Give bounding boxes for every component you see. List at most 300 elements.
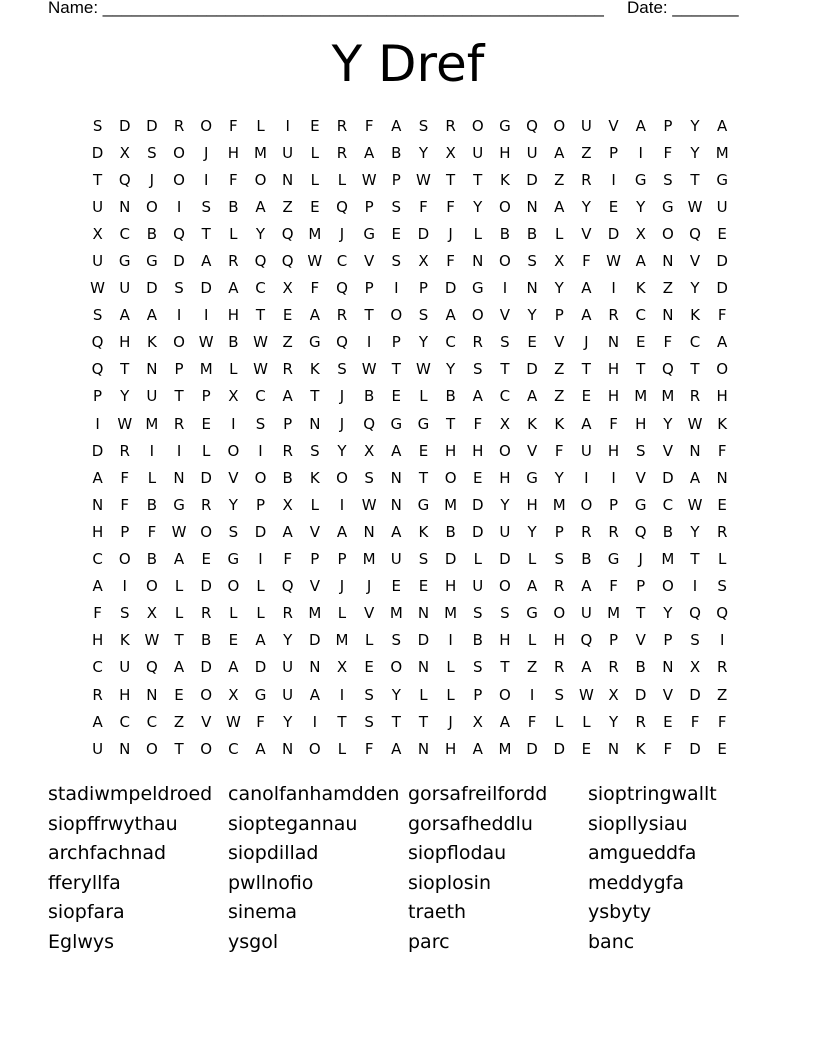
grid-letter: B	[445, 522, 456, 541]
grid-letter: J	[584, 333, 589, 352]
grid-letter: E	[418, 577, 429, 596]
grid-letter: P	[283, 414, 293, 433]
grid-letter: R	[336, 306, 348, 325]
grid-letter: R	[92, 685, 103, 704]
grid-letter: L	[174, 604, 184, 623]
grid-letter: A	[255, 197, 266, 216]
grid-letter: B	[201, 631, 212, 650]
grid-letter: P	[609, 143, 619, 162]
grid-letter: Y	[690, 522, 700, 541]
grid-letter: X	[554, 252, 565, 271]
grid-letter: D	[526, 739, 538, 758]
grid-letter: E	[717, 495, 727, 514]
grid-letter: A	[201, 252, 212, 271]
grid-letter: R	[445, 116, 456, 135]
grid-letter: O	[580, 495, 593, 514]
grid-letter: P	[609, 495, 619, 514]
grid-letter: F	[554, 441, 564, 460]
grid-letter: C	[92, 658, 103, 677]
grid-letter: O	[254, 170, 267, 189]
grid-letter: W	[253, 360, 268, 379]
grid-letter: C	[255, 279, 266, 298]
grid-letter: H	[119, 333, 131, 352]
grid-letter: F	[717, 441, 727, 460]
grid-letter: E	[310, 116, 320, 135]
grid-letter: Z	[717, 685, 728, 704]
grid-letter: A	[472, 739, 483, 758]
grid-letter: Q	[580, 631, 593, 650]
grid-row	[84, 383, 736, 410]
grid-letter: A	[336, 522, 348, 541]
grid-letter: I	[176, 441, 182, 460]
grid-letter: Z	[282, 333, 293, 352]
grid-letter: D	[173, 252, 185, 271]
grid-letter: H	[499, 468, 511, 487]
grid-letter: P	[310, 550, 320, 569]
grid-letter: P	[391, 333, 401, 352]
grid-letter: X	[119, 143, 130, 162]
grid-letter: O	[390, 306, 403, 325]
grid-letter: W	[578, 685, 594, 704]
grid-letter: A	[581, 658, 592, 677]
grid-letter: T	[500, 658, 510, 677]
grid-row	[84, 139, 736, 166]
grid-letter: S	[554, 685, 564, 704]
grid-letter: X	[228, 685, 239, 704]
grid-letter: G	[634, 170, 647, 189]
grid-letter: F	[229, 170, 238, 189]
grid-letter: O	[227, 441, 240, 460]
grid-letter: G	[390, 414, 403, 433]
grid-letter: O	[173, 333, 185, 352]
grid-letter: F	[120, 495, 130, 514]
grid-letter: C	[336, 252, 348, 271]
grid-letter: O	[471, 306, 484, 325]
grid-letter: K	[717, 414, 728, 433]
grid-letter: P	[418, 279, 428, 298]
grid-letter: R	[119, 441, 130, 460]
grid-letter: D	[200, 658, 212, 677]
grid-letter: F	[690, 712, 700, 731]
grid-letter: I	[611, 170, 616, 189]
grid-letter: Y	[255, 224, 266, 243]
grid-letter: W	[361, 170, 377, 189]
word-list-item: siopfara	[48, 901, 125, 924]
grid-letter: E	[473, 468, 483, 487]
grid-letter: Y	[554, 468, 564, 487]
grid-letter: X	[472, 712, 483, 731]
grid-letter: T	[690, 550, 700, 569]
grid-letter: Q	[716, 604, 729, 623]
grid-letter: R	[716, 658, 728, 677]
grid-letter: Q	[689, 224, 701, 243]
grid-letter: D	[499, 550, 511, 569]
grid-letter: J	[448, 712, 453, 731]
grid-letter: N	[146, 360, 158, 379]
grid-letter: L	[337, 170, 347, 189]
grid-letter: A	[689, 468, 701, 487]
grid-letter: I	[258, 441, 263, 460]
grid-letter: O	[118, 550, 131, 569]
grid-letter: R	[716, 522, 728, 541]
grid-letter: X	[282, 279, 293, 298]
grid-letter: G	[417, 414, 430, 433]
grid-row	[84, 437, 736, 464]
grid-letter: L	[473, 224, 482, 243]
grid-letter: N	[472, 252, 484, 271]
grid-letter: U	[119, 658, 131, 677]
grid-letter: V	[554, 333, 565, 352]
grid-letter: X	[146, 604, 158, 623]
grid-letter: D	[309, 631, 321, 650]
grid-letter: D	[471, 495, 484, 514]
grid-letter: T	[636, 360, 646, 379]
grid-letter: X	[608, 685, 619, 704]
grid-letter: S	[418, 306, 429, 325]
grid-letter: H	[472, 441, 484, 460]
grid-letter: T	[92, 170, 103, 189]
grid-letter: T	[690, 360, 700, 379]
grid-letter: A	[581, 577, 592, 596]
grid-letter: I	[285, 116, 290, 135]
grid-letter: E	[391, 387, 402, 406]
grid-letter: F	[717, 712, 727, 731]
grid-row	[84, 600, 736, 627]
grid-letter: Z	[173, 712, 185, 731]
grid-letter: R	[554, 658, 565, 677]
grid-letter: O	[308, 739, 321, 758]
grid-letter: Z	[554, 170, 565, 189]
grid-letter: R	[635, 712, 646, 731]
grid-letter: L	[337, 739, 347, 758]
word-list-item: sioptegannau	[228, 812, 358, 835]
grid-letter: I	[638, 143, 643, 162]
word-list-item: banc	[588, 930, 635, 953]
grid-letter: W	[198, 333, 214, 352]
grid-letter: P	[554, 306, 564, 325]
grid-letter: G	[173, 495, 185, 514]
grid-letter: P	[174, 360, 184, 379]
grid-letter: O	[499, 577, 511, 596]
grid-row	[84, 302, 736, 329]
grid-row	[84, 112, 736, 139]
grid-letter: R	[336, 116, 348, 135]
grid-letter: Z	[581, 143, 592, 162]
grid-letter: Y	[663, 414, 673, 433]
date-field-label: Date: _______	[627, 0, 739, 17]
grid-letter: B	[635, 658, 646, 677]
grid-letter: D	[471, 522, 484, 541]
grid-letter: R	[472, 333, 483, 352]
grid-letter: K	[309, 360, 320, 379]
grid-letter: S	[201, 197, 211, 216]
grid-letter: L	[473, 550, 482, 569]
grid-letter: T	[201, 224, 211, 243]
grid-letter: K	[146, 333, 157, 352]
grid-letter: I	[339, 685, 345, 704]
grid-letter: A	[228, 658, 239, 677]
grid-row	[84, 627, 736, 654]
grid-letter: Q	[363, 414, 376, 433]
grid-letter: L	[582, 712, 591, 731]
grid-letter: R	[200, 604, 212, 623]
grid-letter: F	[419, 197, 428, 216]
grid-letter: P	[364, 279, 374, 298]
grid-letter: G	[526, 468, 538, 487]
grid-letter: U	[282, 658, 294, 677]
grid-letter: Y	[283, 631, 293, 650]
grid-letter: E	[282, 306, 293, 325]
grid-letter: K	[690, 306, 700, 325]
grid-letter: L	[446, 658, 455, 677]
grid-letter: I	[258, 550, 263, 569]
grid-letter: R	[228, 252, 239, 271]
grid-letter: N	[417, 604, 430, 623]
grid-letter: G	[146, 252, 158, 271]
grid-letter: L	[337, 604, 347, 623]
grid-letter: S	[92, 116, 103, 135]
grid-letter: J	[339, 577, 345, 596]
grid-letter: H	[526, 495, 538, 514]
grid-letter: H	[716, 387, 728, 406]
grid-letter: R	[554, 577, 565, 596]
word-list-item: ysgol	[228, 930, 279, 953]
grid-letter: E	[310, 197, 320, 216]
grid-letter: Q	[118, 170, 131, 189]
grid-letter: T	[255, 306, 266, 325]
grid-letter: N	[390, 495, 402, 514]
grid-letter: C	[445, 333, 456, 352]
page-title: Y Dref	[331, 35, 485, 93]
grid-letter: S	[174, 279, 184, 298]
grid-letter: H	[607, 360, 620, 379]
grid-letter: A	[499, 712, 511, 731]
grid-letter: R	[282, 360, 293, 379]
grid-letter: P	[255, 495, 266, 514]
word-list-item: archfachnad	[48, 842, 167, 865]
grid-letter: A	[173, 550, 185, 569]
grid-letter: X	[336, 658, 348, 677]
grid-letter: L	[202, 441, 211, 460]
grid-letter: Q	[281, 252, 294, 271]
grid-letter: P	[201, 387, 211, 406]
grid-letter: W	[225, 712, 241, 731]
grid-letter: W	[307, 252, 323, 271]
grid-letter: O	[200, 116, 213, 135]
grid-letter: U	[716, 197, 728, 216]
grid-row	[84, 735, 736, 762]
grid-letter: L	[256, 116, 265, 135]
grid-letter: I	[584, 468, 589, 487]
grid-letter: W	[687, 414, 703, 433]
grid-letter: A	[391, 441, 402, 460]
grid-letter: S	[663, 170, 673, 189]
grid-letter: O	[173, 143, 185, 162]
grid-row	[84, 193, 736, 220]
grid-letter: V	[608, 116, 619, 135]
grid-letter: T	[418, 468, 429, 487]
grid-letter: Z	[526, 658, 538, 677]
grid-letter: V	[662, 441, 673, 460]
grid-letter: M	[661, 387, 675, 406]
grid-letter: A	[391, 116, 402, 135]
grid-letter: G	[363, 224, 375, 243]
grid-letter: Q	[336, 279, 348, 298]
grid-letter: V	[364, 604, 375, 623]
grid-letter: B	[391, 143, 402, 162]
grid-letter: S	[500, 604, 510, 623]
grid-letter: A	[146, 306, 158, 325]
grid-letter: G	[471, 279, 484, 298]
grid-letter: A	[581, 414, 592, 433]
grid-letter: T	[174, 739, 184, 758]
grid-letter: C	[689, 333, 701, 352]
grid-letter: M	[308, 224, 322, 243]
grid-letter: P	[663, 116, 673, 135]
grid-letter: S	[92, 306, 103, 325]
grid-letter: N	[662, 658, 674, 677]
grid-letter: M	[661, 550, 675, 569]
grid-letter: M	[634, 387, 648, 406]
grid-letter: Q	[336, 197, 348, 216]
grid-letter: V	[526, 441, 538, 460]
grid-letter: U	[119, 279, 131, 298]
grid-letter: C	[92, 550, 103, 569]
grid-letter: Y	[418, 333, 429, 352]
grid-letter: A	[364, 143, 375, 162]
grid-letter: I	[611, 468, 616, 487]
grid-letter: L	[446, 685, 455, 704]
grid-letter: D	[91, 143, 104, 162]
grid-row	[84, 220, 736, 247]
grid-letter: H	[119, 685, 131, 704]
grid-letter: N	[173, 468, 185, 487]
grid-letter: O	[499, 685, 511, 704]
grid-letter: O	[200, 739, 213, 758]
grid-letter: S	[364, 468, 374, 487]
grid-letter: Q	[91, 333, 104, 352]
grid-letter: O	[553, 604, 566, 623]
grid-letter: L	[256, 577, 265, 596]
grid-letter: H	[607, 387, 620, 406]
grid-letter: B	[146, 224, 158, 243]
grid-letter: E	[418, 441, 429, 460]
grid-letter: V	[635, 631, 646, 650]
grid-letter: K	[500, 170, 510, 189]
grid-letter: F	[256, 712, 265, 731]
grid-letter: R	[608, 522, 619, 541]
grid-letter: P	[120, 522, 130, 541]
grid-letter: F	[147, 522, 157, 541]
grid-letter: Y	[391, 685, 401, 704]
grid-letter: H	[499, 143, 511, 162]
grid-letter: R	[608, 306, 619, 325]
grid-letter: T	[364, 306, 374, 325]
grid-letter: N	[526, 279, 538, 298]
grid-letter: H	[499, 631, 511, 650]
grid-letter: S	[364, 712, 374, 731]
grid-row	[84, 329, 736, 356]
grid-letter: I	[502, 279, 508, 298]
grid-letter: D	[526, 170, 538, 189]
grid-letter: J	[339, 387, 345, 406]
grid-letter: I	[312, 712, 318, 731]
grid-letter: W	[144, 631, 160, 650]
grid-letter: C	[635, 306, 646, 325]
grid-letter: E	[527, 333, 537, 352]
grid-letter: U	[580, 116, 592, 135]
grid-letter: L	[419, 685, 428, 704]
grid-letter: K	[635, 279, 646, 298]
grid-letter: D	[716, 252, 728, 271]
grid-letter: L	[147, 468, 157, 487]
grid-letter: G	[607, 550, 620, 569]
grid-letter: F	[229, 116, 238, 135]
grid-letter: E	[717, 224, 727, 243]
grid-letter: I	[719, 631, 725, 650]
grid-letter: K	[119, 631, 130, 650]
grid-letter: O	[200, 522, 213, 541]
grid-letter: Y	[337, 441, 347, 460]
grid-letter: N	[526, 197, 538, 216]
grid-letter: B	[445, 387, 456, 406]
grid-letter: W	[361, 495, 377, 514]
grid-letter: N	[119, 739, 131, 758]
grid-letter: H	[635, 414, 647, 433]
grid-letter: V	[364, 252, 375, 271]
grid-letter: O	[661, 224, 674, 243]
grid-letter: G	[309, 333, 321, 352]
grid-letter: F	[582, 252, 591, 271]
grid-letter: W	[687, 495, 703, 514]
grid-letter: D	[200, 279, 212, 298]
grid-letter: L	[527, 550, 537, 569]
grid-letter: F	[310, 279, 320, 298]
grid-letter: S	[500, 333, 510, 352]
grid-letter: G	[499, 116, 511, 135]
grid-letter: Y	[473, 197, 483, 216]
grid-letter: M	[254, 143, 267, 162]
grid-letter: L	[310, 495, 319, 514]
grid-letter: N	[417, 739, 430, 758]
grid-letter: A	[581, 279, 592, 298]
grid-letter: L	[256, 604, 265, 623]
word-list-item: parc	[408, 930, 450, 953]
name-field-label: Name: _____________________________________________________	[48, 0, 604, 17]
grid-letter: V	[201, 712, 212, 731]
grid-letter: U	[390, 550, 402, 569]
grid-letter: A	[635, 252, 646, 271]
grid-row	[84, 247, 736, 274]
grid-letter: W	[117, 414, 133, 433]
grid-letter: N	[91, 495, 104, 514]
word-search-grid	[84, 112, 736, 762]
grid-letter: O	[145, 577, 158, 596]
grid-letter: E	[663, 712, 673, 731]
grid-letter: N	[282, 170, 294, 189]
grid-letter: U	[92, 197, 104, 216]
grid-letter: A	[228, 279, 239, 298]
grid-letter: N	[607, 333, 620, 352]
grid-letter: T	[446, 170, 456, 189]
grid-letter: B	[146, 550, 158, 569]
grid-letter: N	[146, 685, 158, 704]
grid-letter: P	[391, 170, 401, 189]
grid-letter: D	[417, 631, 430, 650]
grid-letter: I	[611, 279, 616, 298]
grid-letter: B	[282, 468, 293, 487]
grid-letter: O	[499, 441, 511, 460]
